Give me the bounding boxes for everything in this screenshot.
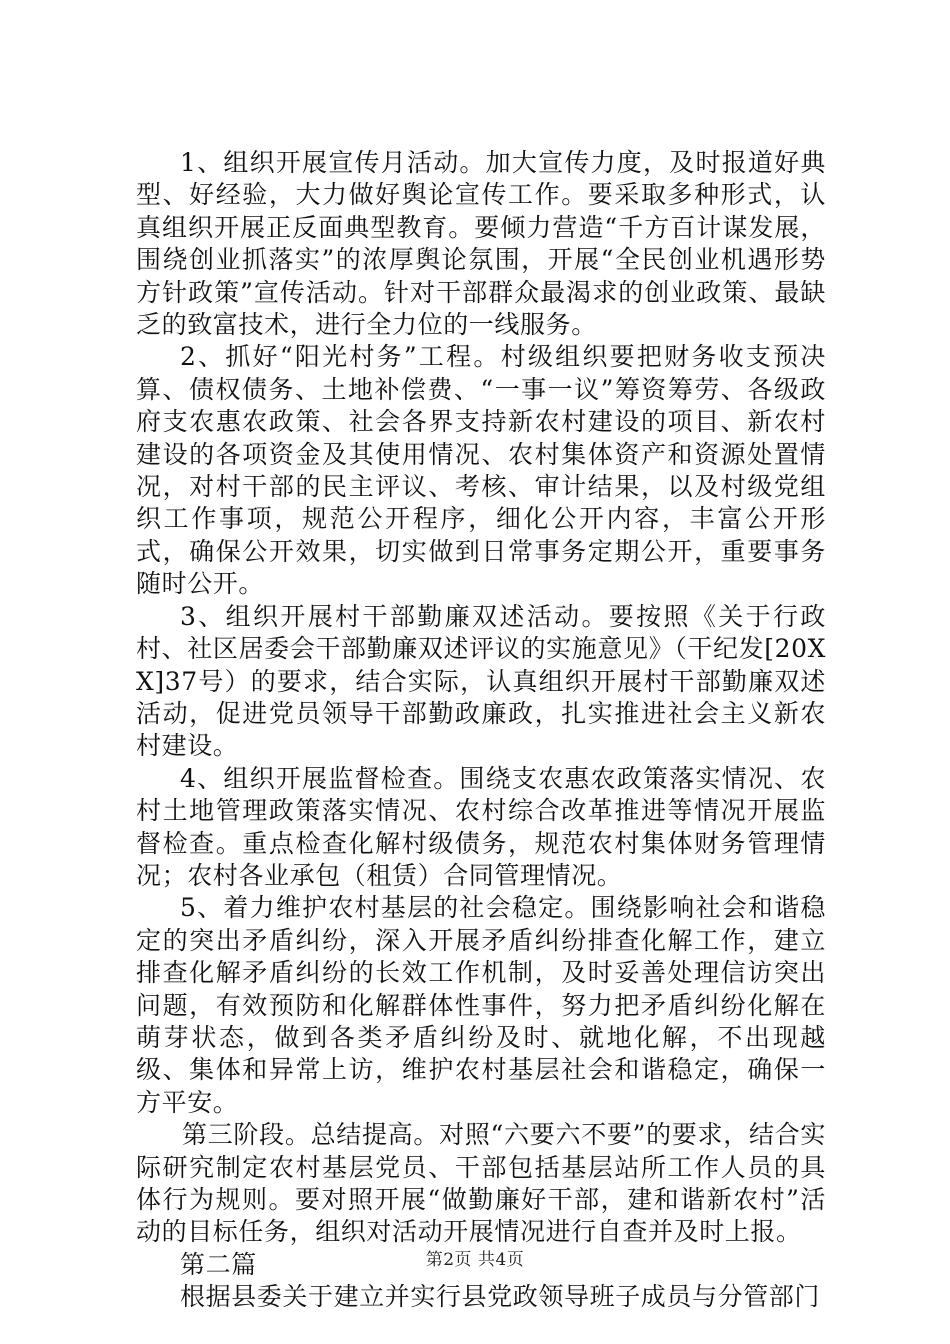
paragraph-3: 3、组织开展村干部勤廉双述活动。要按照《关于行政村、社区居委会干部勤廉双述评议的实施意见》（干纪发[20XX]37号）的要求，结合实际，认真组织开展村干部勤廉双述活动，促进党员领导干部勤政廉政，扎实推进社会主义新农村建设。 <box>136 601 826 761</box>
paragraph-section-two-start: 根据县委关于建立并实行县党政领导班子成员与分管部门 <box>180 1282 821 1312</box>
paragraph-2: 2、抓好“阳光村务”工程。村级组织要把财务收支预决算、债权债务、土地补偿费、“一事一议”筹资筹劳、各级政府支农惠农政策、社会各界支持新农村建设的项目、新农村建设的各项资金及其使用情况、农村集体资产和资源处置情况，对村干部的民主评议、考核、审计结果，以及村级党组织工作事项，规范公开程序，细化公开内容，丰富公开形式，确保公开效果，切实做到日常事务定期公开，重要事务随时公开。 <box>136 342 826 599</box>
paragraph-stage-three: 第三阶段。总结提高。对照“六要六不要”的要求，结合实际研究制定农村基层党员、干部包括基层站所工作人员的具体行为规则。要对照开展“做勤廉好干部，建和谐新农村”活动的目标任务，组织对活动开展情况进行自查并及时上报。 <box>136 1120 826 1247</box>
paragraph-4: 4、组织开展监督检查。围绕支农惠农政策落实情况、农村土地管理政策落实情况、农村综合改革推进等情况开展监督检查。重点检查化解村级债务，规范农村集体财务管理情况；农村各业承包（租赁）合同管理情况。 <box>136 763 826 890</box>
paragraph-1: 1、组织开展宣传月活动。加大宣传力度，及时报道好典型、好经验，大力做好舆论宣传工作。要采取多种形式，认真组织开展正反面典型教育。要倾力营造“千方百计谋发展，围绕创业抓落实”的浓厚舆论氛围，开展“全民创业机遇形势方针政策”宣传活动。针对干部群众最渴求的创业政策、最缺乏的致富技术，进行全力位的一线服务。 <box>136 148 826 340</box>
section-heading: 第二篇 <box>180 1249 257 1279</box>
paragraph-5: 5、着力维护农村基层的社会稳定。围绕影响社会和谐稳定的突出矛盾纠纷，深入开展矛盾纠纷排查化解工作，建立排查化解矛盾纠纷的长效工作机制，及时妥善处理信访突出问题，有效预防和化解群体性事件，努力把矛盾纠纷化解在萌芽状态，做到各类矛盾纠纷及时、就地化解，不出现越级、集体和异常上访，维护农村基层社会和谐稳定，确保一方平安。 <box>136 893 826 1117</box>
document-body <box>136 147 826 1314</box>
page-footer: 第2页 共4页 <box>425 1250 525 1270</box>
